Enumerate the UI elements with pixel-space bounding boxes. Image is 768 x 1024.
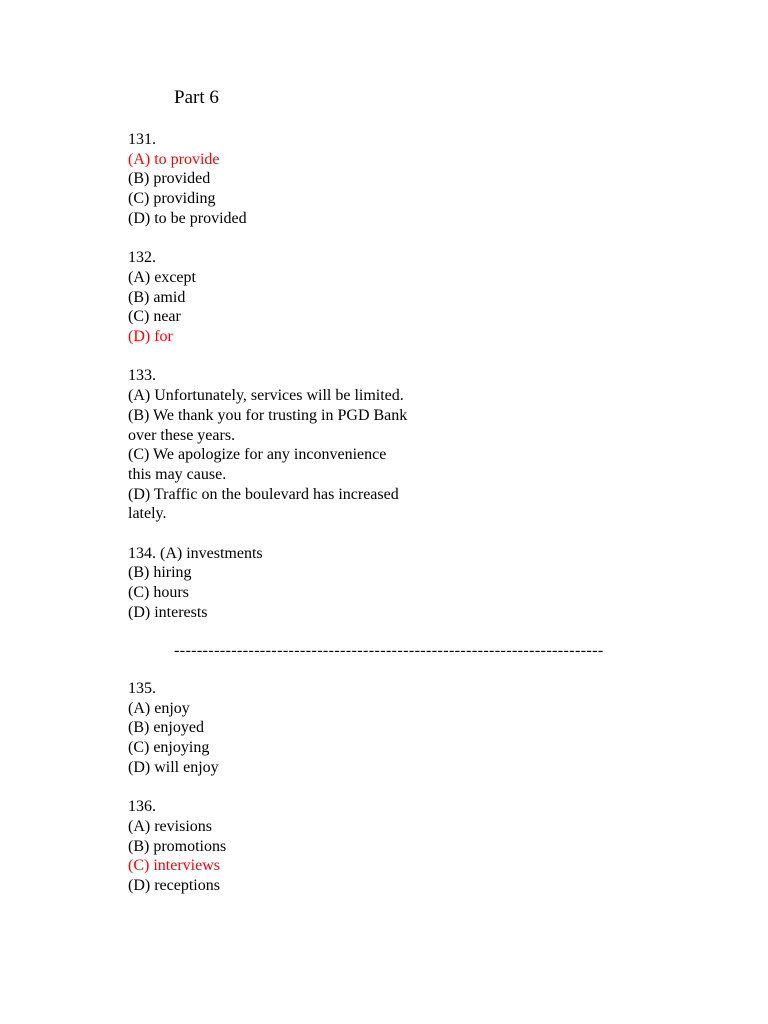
question-131-option-b: (B) provided	[128, 170, 211, 188]
question-133-option-d-line1: (D) Traffic on the boulevard has increased	[128, 485, 399, 503]
question-133-option-a: (A) Unfortunately, services will be limited.	[128, 387, 404, 405]
question-133-option-b-line1: (B) We thank you for trusting in PGD Bank	[128, 406, 408, 424]
section-divider: ---------------------------------------------------------------------------	[174, 642, 604, 659]
spacer	[128, 778, 688, 798]
question-131-option-d: (D) to be provided	[128, 209, 247, 227]
question-133-option-d-line2: lately.	[128, 505, 167, 523]
answer-key-continued	[128, 679, 688, 896]
question-132-option-a: (A) except	[128, 268, 196, 286]
spacer	[128, 524, 688, 544]
question-134-option-d: (D) interests	[128, 603, 208, 621]
spacer	[128, 347, 688, 367]
spacer	[128, 229, 688, 249]
question-134-option-c: (C) hours	[128, 584, 189, 602]
question-132-option-d-correct: (D) for	[128, 328, 173, 346]
question-135-option-b: (B) enjoyed	[128, 719, 204, 737]
question-135-number: 135.	[128, 680, 156, 697]
question-136-option-b: (B) promotions	[128, 837, 227, 855]
question-133-option-c-line2: this may cause.	[128, 465, 227, 483]
question-136-option-c-correct: (C) interviews	[128, 857, 220, 875]
answer-key	[128, 130, 688, 623]
question-132-option-c: (C) near	[128, 308, 181, 326]
page-title: Part 6	[174, 87, 219, 108]
question-133-number: 133.	[128, 367, 156, 385]
question-136-number: 136.	[128, 798, 156, 816]
question-136-option-d: (D) receptions	[128, 877, 220, 895]
question-135-option-c: (C) enjoying	[128, 739, 210, 757]
question-135-option-d: (D) will enjoy	[128, 758, 219, 776]
question-134-option-b: (B) hiring	[128, 564, 192, 582]
question-133-option-b-line2: over these years.	[128, 426, 236, 444]
question-136-option-a: (A) revisions	[128, 817, 212, 835]
question-132-number: 132.	[128, 249, 156, 267]
question-133-option-c-line1: (C) We apologize for any inconvenience	[128, 446, 387, 464]
question-135-option-a: (A) enjoy	[128, 699, 190, 717]
question-134-number-option-a: 134. (A) investments	[128, 544, 263, 562]
question-131-number: 131.	[128, 131, 156, 148]
question-132-option-b: (B) amid	[128, 288, 186, 306]
question-131-option-a-correct: (A) to provide	[128, 150, 220, 168]
question-131-option-c: (C) providing	[128, 190, 216, 208]
